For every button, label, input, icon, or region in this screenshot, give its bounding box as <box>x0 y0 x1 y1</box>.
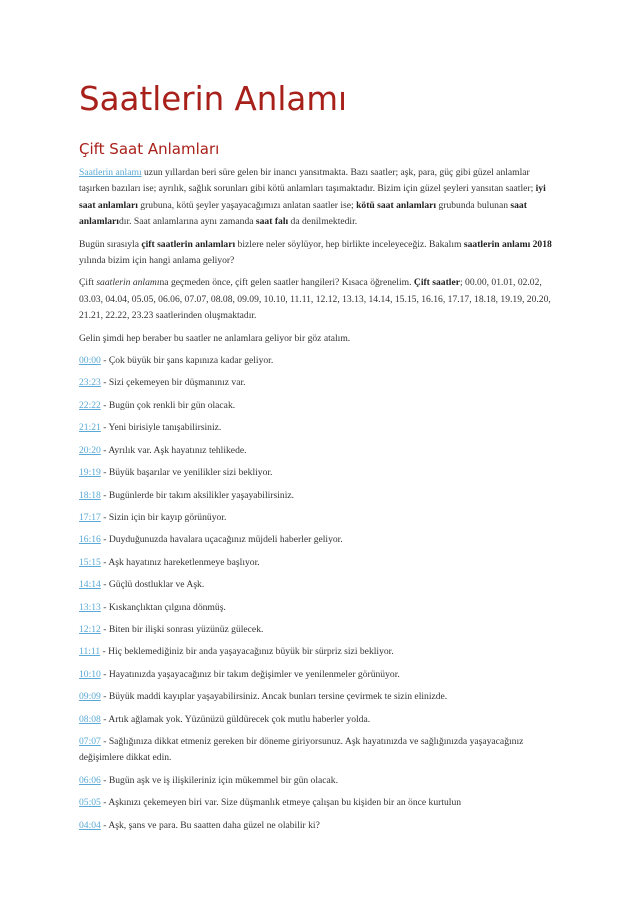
hour-link[interactable]: 11:11 <box>79 646 101 658</box>
hour-meaning: - Büyük maddi kayıplar yaşayabilirsiniz. Ancak bunları tersine çevirmek te sizin elinizde. <box>100 691 448 703</box>
hour-link[interactable]: 18:18 <box>79 489 101 501</box>
hour-item <box>79 712 554 728</box>
hour-item <box>79 532 554 548</box>
hour-link[interactable]: 00:00 <box>79 355 101 367</box>
hour-meaning: - Bugün aşk ve iş ilişkileriniz için mükemmel bir gün olacak. <box>100 774 338 786</box>
hour-item <box>79 420 554 436</box>
hour-meaning: - Bugünlerde bir takım aksilikler yaşayabilirsiniz. <box>100 489 295 501</box>
hour-item <box>79 644 554 660</box>
hour-meaning: - Duyduğunuzda havalara uçacağınız müjdeli haberler geliyor. <box>100 534 343 546</box>
hour-link[interactable]: 21:21 <box>79 422 101 434</box>
hour-meaning: - Ayrılık var. Aşk hayatınız tehlikede. <box>100 444 247 456</box>
hour-link[interactable]: 10:10 <box>79 668 101 680</box>
hour-meaning: - Biten bir ilişki sonrası yüzünüz gülecek. <box>100 623 264 635</box>
hour-link[interactable]: 15:15 <box>79 556 101 568</box>
hour-meaning: - Güçlü dostluklar ve Aşk. <box>100 579 205 591</box>
hour-item <box>79 510 554 526</box>
hour-item <box>79 689 554 705</box>
hour-meaning: - Aşkınızı çekemeyen biri var. Size düşmanlık etmeye çalışan bu kişiden bir an önce kurtulun <box>100 797 462 809</box>
hour-link[interactable]: 05:05 <box>79 797 101 809</box>
hour-link[interactable]: 13:13 <box>79 601 101 613</box>
hour-link[interactable]: 20:20 <box>79 444 101 456</box>
hour-item <box>79 600 554 616</box>
hour-item <box>79 488 554 504</box>
article <box>79 78 554 834</box>
hour-link[interactable]: 16:16 <box>79 534 101 546</box>
hour-item <box>79 465 554 481</box>
hour-link[interactable]: 23:23 <box>79 377 101 389</box>
hour-link[interactable]: 07:07 <box>79 735 101 747</box>
hour-item <box>79 577 554 593</box>
hour-meaning: - Aşk, şans ve para. Bu saatten daha güzel ne olabilir ki? <box>100 819 320 831</box>
hour-meaning: - Çok büyük bir şans kapınıza kadar geliyor. <box>100 355 274 367</box>
hour-item <box>79 795 554 811</box>
hour-link[interactable]: 04:04 <box>79 819 101 831</box>
hour-link[interactable]: 06:06 <box>79 774 101 786</box>
hour-link[interactable]: 08:08 <box>79 713 101 725</box>
hour-item <box>79 353 554 369</box>
hour-item <box>79 398 554 414</box>
hour-meaning: - Sağlığınıza dikkat etmeniz gereken bir döneme giriyorsunuz. Aşk hayatınızda ve sağlığınızda yaşayacağınız değişimlere dikkat edin. <box>79 735 524 764</box>
hour-item <box>79 555 554 571</box>
hour-meaning: - Kıskançlıktan çılgına dönmüş. <box>100 601 226 613</box>
section-subtitle: Çift Saat Anlamları <box>79 140 220 158</box>
hour-meaning: - Bugün çok renkli bir gün olacak. <box>100 399 236 411</box>
hour-link[interactable]: 12:12 <box>79 623 101 635</box>
hour-link[interactable]: 19:19 <box>79 467 101 479</box>
hour-meaning: - Yeni birisiyle tanışabilirsiniz. <box>100 422 222 434</box>
hour-meaning: - Büyük başarılar ve yenilikler sizi bekliyor. <box>100 467 273 479</box>
hour-item <box>79 667 554 683</box>
saatlerin-anlami-link[interactable]: Saatlerin anlamı <box>79 167 142 178</box>
hour-meaning: - Sizi çekemeyen bir düşmanınız var. <box>100 377 246 389</box>
paragraph-double-hours: Çift saatlerin anlamına geçmeden önce, çift gelen saatler hangileri? Kısaca öğrenelim. Çift saatler; 00.00, 01.01, 02.02, 03.03, 04.04, 05.05, 06.06, 07.07, 08.08, 09.09, 10.10, 11.11, 12.12, 13.13, 14.14, 15.15, 16.16, 17.17, 18.18, 19.19, 20.20, 21.21, 22.22, 23.23 saatlerinden oluşmaktadır. <box>79 277 551 322</box>
hour-meaning: - Hayatınızda yaşayacağınız bir takım değişimler ve yenilenmeler görünüyor. <box>100 668 400 680</box>
hour-item <box>79 818 554 834</box>
hour-meaning: - Artık ağlamak yok. Yüzünüzü güldürecek çok mutlu haberler yolda. <box>100 713 371 725</box>
hour-item <box>79 622 554 638</box>
hour-link[interactable]: 09:09 <box>79 691 101 703</box>
hour-meaning: - Hiç beklemediğiniz bir anda yaşayacağınız büyük bir sürpriz sizi bekliyor. <box>100 646 394 658</box>
hour-link[interactable]: 22:22 <box>79 399 101 411</box>
paragraph-lead-in: Gelin şimdi hep beraber bu saatler ne anlamlara geliyor bir göz atalım. <box>79 332 351 344</box>
page-title: Saatlerin Anlamı <box>79 80 348 118</box>
hour-item <box>79 734 554 767</box>
hour-item <box>79 375 554 391</box>
hour-item <box>79 773 554 789</box>
intro-paragraph: Saatlerin anlamı uzun yıllardan beri süre gelen bir inancı yansıtmakta. Bazı saatler; aşk, para, güç gibi güzel anlamlar taşırken bazıları ise; ayrılık, sağlık sorunları gibi kötü anlamları taşımaktadır. Bizim için güzel şeyleri yansıtan saatler; iyi saat anlamları grubuna, kötü şeyler yaşayacağımızı anlatan saatler ise; kötü saat anlamları grubunda bulunan saat anlamlarıdır. Saat anlamlarına aynı zamanda saat falı da denilmektedir. <box>79 167 546 228</box>
hour-item <box>79 443 554 459</box>
hour-link[interactable]: 14:14 <box>79 579 101 591</box>
paragraph-2018: Bugün sırasıyla çift saatlerin anlamları bizlere neler söylüyor, hep birlikte inceleyeceğiz. Bakalım saatlerin anlamı 2018 yılında bizim için hangi anlama geliyor? <box>79 238 552 267</box>
hour-meaning: - Sizin için bir kayıp görünüyor. <box>100 511 227 523</box>
hours-list <box>79 353 554 834</box>
hour-meaning: - Aşk hayatınız hareketlenmeye başlıyor. <box>100 556 260 568</box>
hour-link[interactable]: 17:17 <box>79 511 101 523</box>
